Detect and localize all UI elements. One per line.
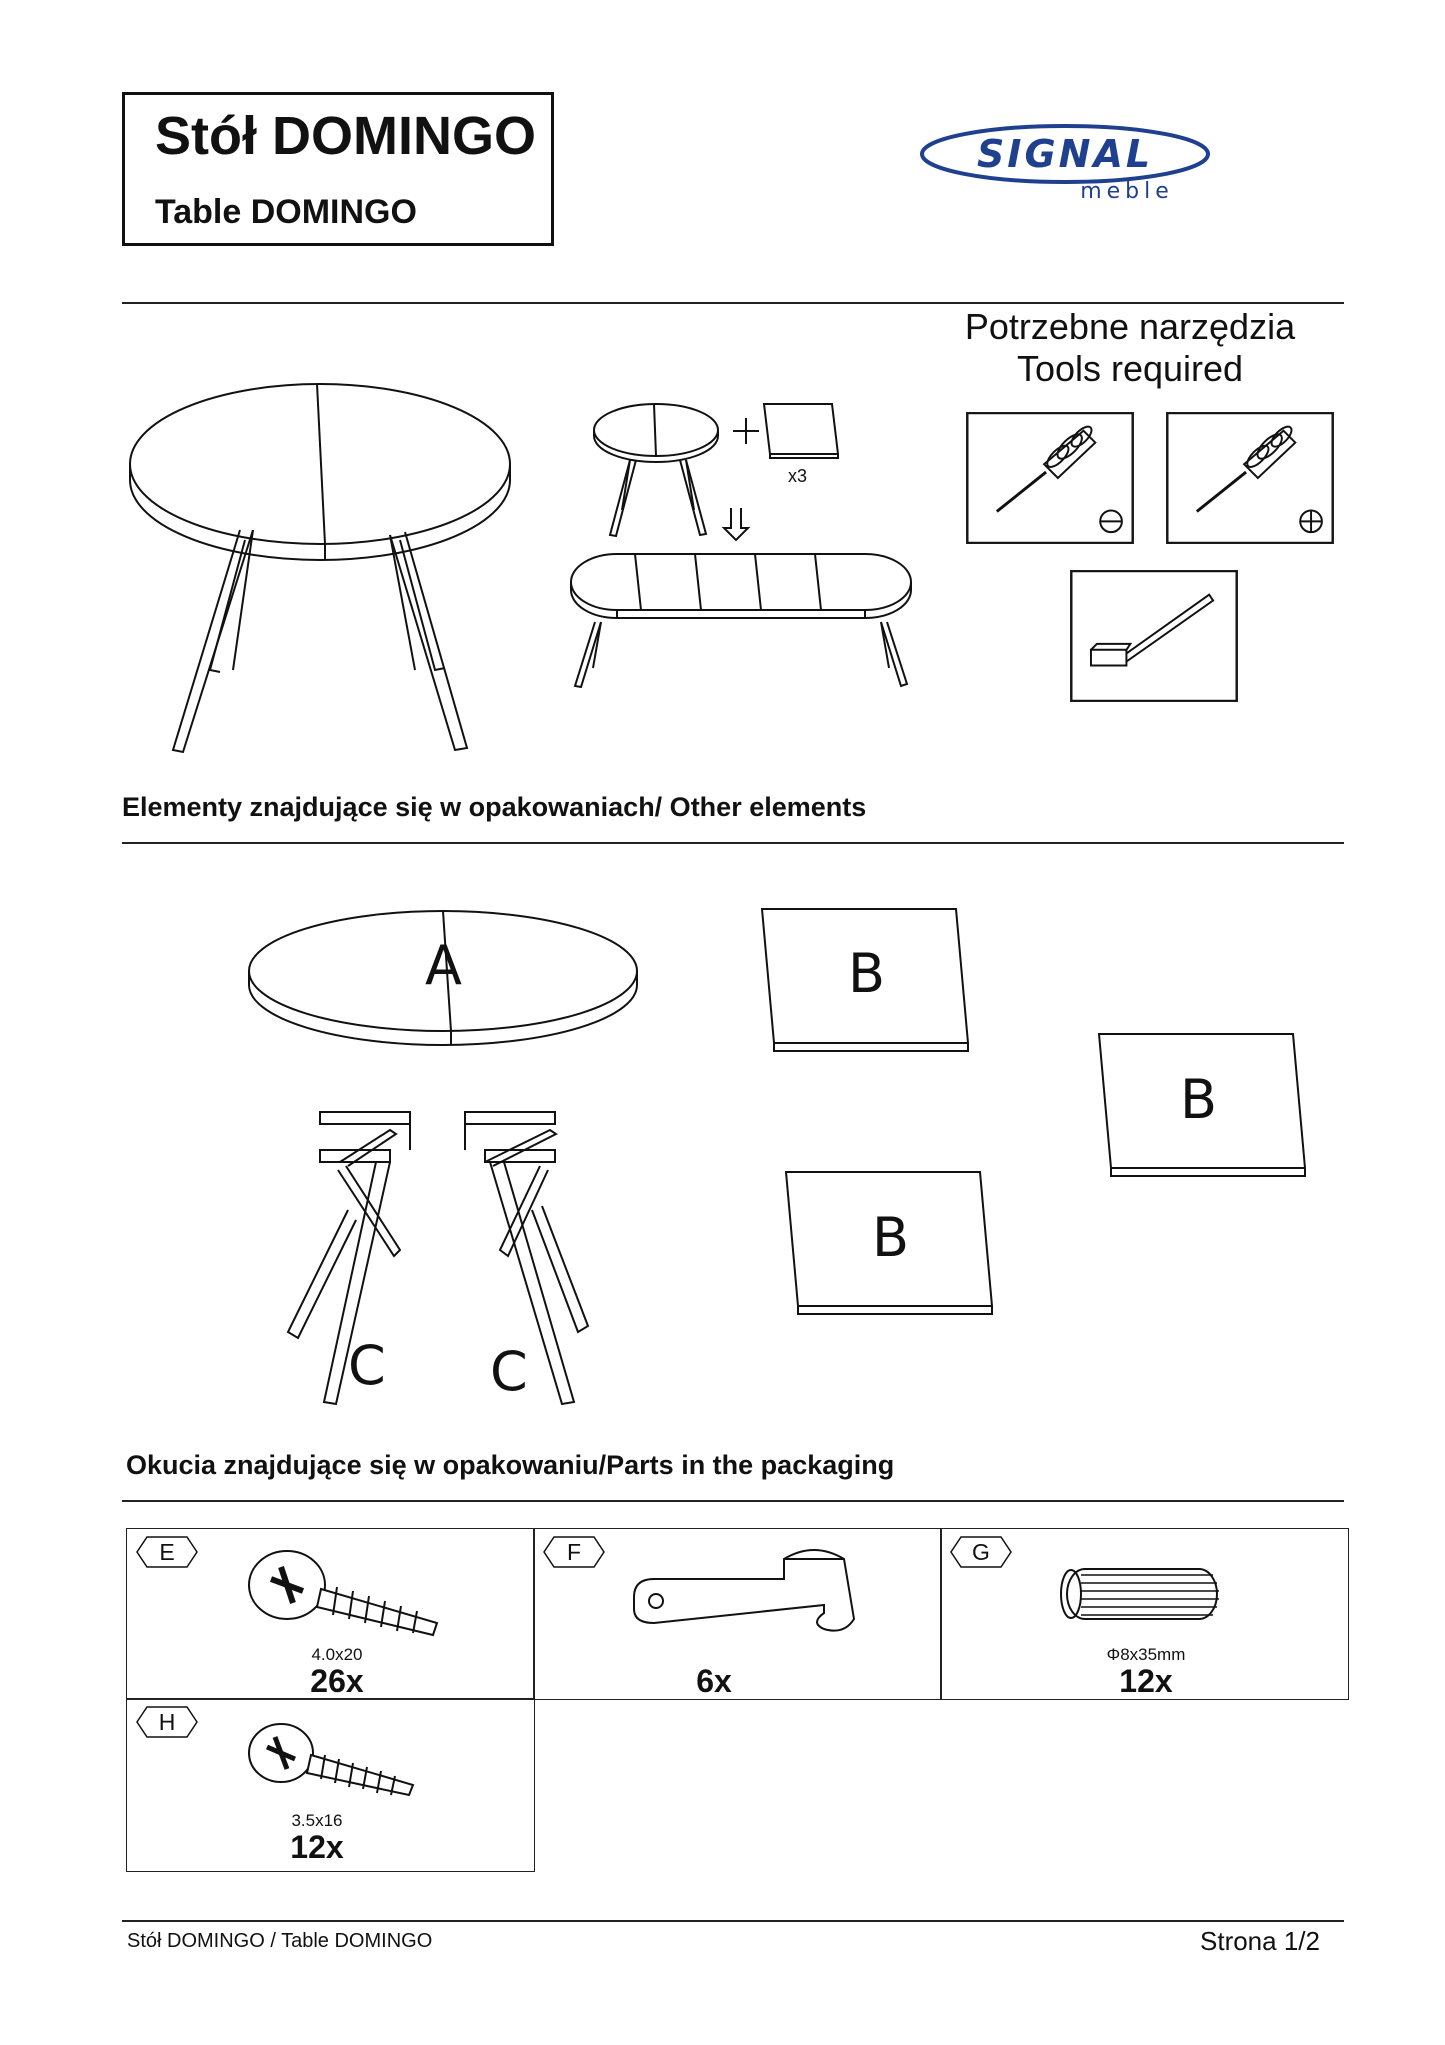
screw-e-dimension: 4.0x20 [311,1645,363,1664]
hex-label-e: E [159,1539,175,1565]
hex-label-f: F [566,1539,582,1565]
hardware-cell-e [126,1528,535,1700]
page-title: Stół DOMINGO [155,106,536,166]
brand-name: SIGNAL [976,132,1154,176]
part-b-label-1: B [848,942,886,1005]
dowel-g-quantity: 12x [1119,1663,1173,1699]
part-a-label: A [425,934,462,997]
screw-h-dimension: 3.5x16 [291,1811,343,1830]
small-table-illustration [590,400,730,540]
tools-title [960,306,1300,390]
part-b-label-2: B [1180,1068,1218,1131]
page-subtitle: Table DOMINGO [155,193,417,231]
wood-dowel-icon [1051,1565,1231,1625]
round-table-illustration [125,370,525,770]
hardware-cell-h [126,1698,535,1872]
divider-footer [122,1920,1344,1922]
part-c-leg-frame-2 [460,1110,610,1410]
dowel-g-dimension: Φ8x35mm [1106,1645,1186,1664]
hex-badge-g [949,1535,1013,1569]
connector-bracket-icon [614,1539,874,1649]
footer-document-title: Stół DOMINGO / Table DOMINGO [127,1930,433,1952]
hardware-cell-g [940,1528,1349,1700]
hardware-cell-f [533,1528,942,1700]
divider-hardware [122,1500,1344,1502]
hex-badge-e [135,1535,199,1569]
hex-badge-f [542,1535,606,1569]
screw-e-quantity: 26x [310,1663,364,1699]
title-box [122,92,554,246]
tools-title-en: Tools required [1016,348,1244,389]
other-elements-heading: Elementy znajdujące się w opakowaniach/ Other elements [122,792,867,822]
phillips-screwdriver-icon [1166,412,1334,544]
footer-page-number: Strona 1/2 [1200,1926,1320,1956]
hex-label-g: G [972,1539,990,1565]
screw-icon [237,1715,437,1805]
tools-title-pl: Potrzebne narzędzia [964,306,1296,347]
bracket-f-quantity: 6x [696,1663,732,1699]
divider-other-elements [122,842,1344,844]
brand-logo [915,120,1225,210]
arrow-down-icon [722,508,750,542]
hex-label-h: H [158,1709,176,1735]
screw-h-quantity: 12x [290,1829,344,1865]
extension-leaf-icon [762,402,852,462]
flathead-screwdriver-icon [966,412,1134,544]
hardware-heading: Okucia znajdujące się w opakowaniu/Parts in the packaging [126,1450,895,1480]
part-c-label-1: C [348,1334,386,1397]
divider-top [122,302,1344,304]
screw-icon [237,1543,457,1643]
extension-count: x3 [788,466,808,486]
part-c-label-2: C [490,1340,528,1403]
extended-table-illustration [565,550,915,690]
hammer-icon [1070,570,1238,702]
hex-badge-h [135,1705,199,1739]
brand-sub: meble [1080,179,1174,204]
part-b-label-3: B [872,1206,910,1269]
plus-icon [733,418,759,444]
